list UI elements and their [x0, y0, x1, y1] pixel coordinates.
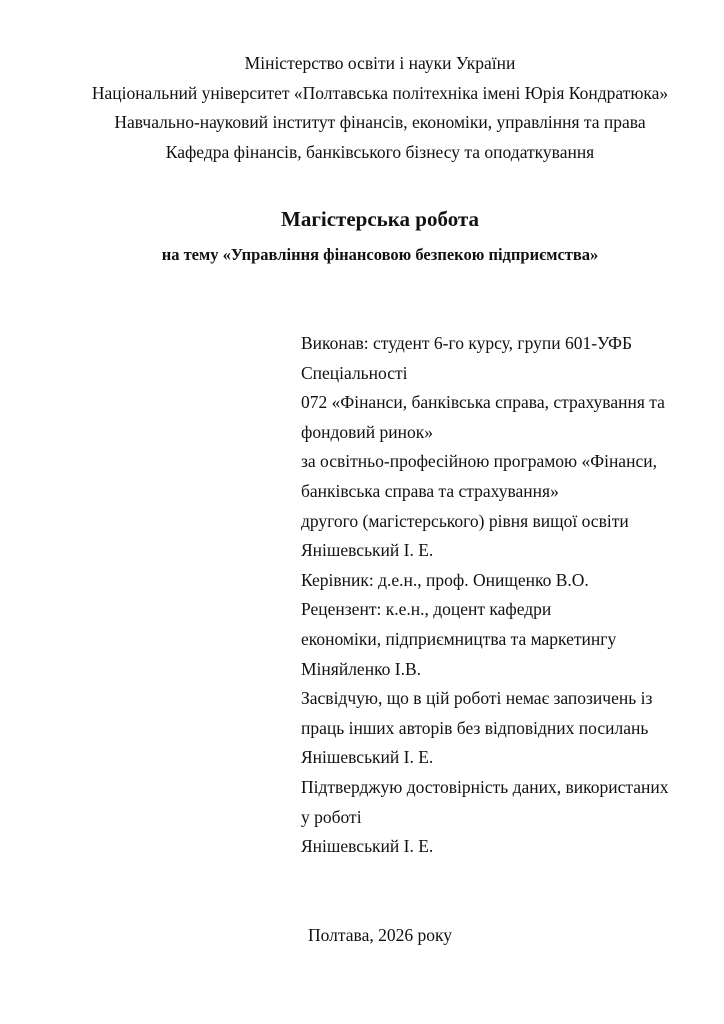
- specialty-line-1: 072 «Фінанси, банківська справа, страхування та: [301, 392, 665, 413]
- reviewer-name: Міняйленко І.В.: [301, 658, 422, 679]
- education-level-line: другого (магістерського) рівня вищої освіти: [301, 510, 629, 531]
- document-topic: на тему «Управління фінансовою безпекою підприємства»: [161, 245, 599, 264]
- department-line: Кафедра фінансів, банківського бізнесу та оподаткування: [165, 142, 595, 163]
- program-line-1: за освітньо-професійною програмою «Фінанси,: [301, 451, 657, 472]
- plagiarism-signature: Янішевський І. Е.: [301, 747, 434, 768]
- author-info-block: [301, 329, 701, 862]
- institute-line: Навчально-науковий інститут фінансів, економіки, управління та права: [114, 112, 646, 133]
- data-validity-statement-line-1: Підтверджую достовірність даних, використаних: [301, 776, 669, 797]
- student-name: Янішевський І. Е.: [301, 540, 434, 561]
- reviewer-line-2: економіки, підприємництва та маркетингу: [301, 628, 617, 649]
- plagiarism-statement-line-1: Засвідчую, що в цій роботі немає запозичень із: [301, 688, 653, 709]
- plagiarism-statement-line-2: праць інших авторів без відповідних посилань: [301, 717, 649, 738]
- institution-header: [0, 49, 724, 168]
- supervisor-line: Керівник: д.е.н., проф. Онищенко В.О.: [301, 569, 589, 590]
- ministry-line: Міністерство освіти і науки України: [244, 53, 516, 73]
- document-title: Магістерська робота: [281, 207, 479, 231]
- program-line-2: банківська справа та страхування»: [301, 480, 559, 501]
- reviewer-line-1: Рецензент: к.е.н., доцент кафедри: [301, 599, 552, 620]
- specialty-line-2: фондовий ринок»: [301, 421, 433, 442]
- data-validity-statement-line-2: у роботі: [301, 806, 362, 827]
- university-line: Національний університет «Полтавська політехніка імені Юрія Кондратюка»: [91, 82, 669, 103]
- data-validity-signature: Янішевський І. Е.: [301, 836, 434, 857]
- specialty-label-line: Спеціальності: [301, 362, 408, 383]
- place-and-year: Полтава, 2026 року: [308, 925, 452, 945]
- performed-by-line: Виконав: студент 6-го курсу, групи 601-УФБ: [301, 333, 633, 353]
